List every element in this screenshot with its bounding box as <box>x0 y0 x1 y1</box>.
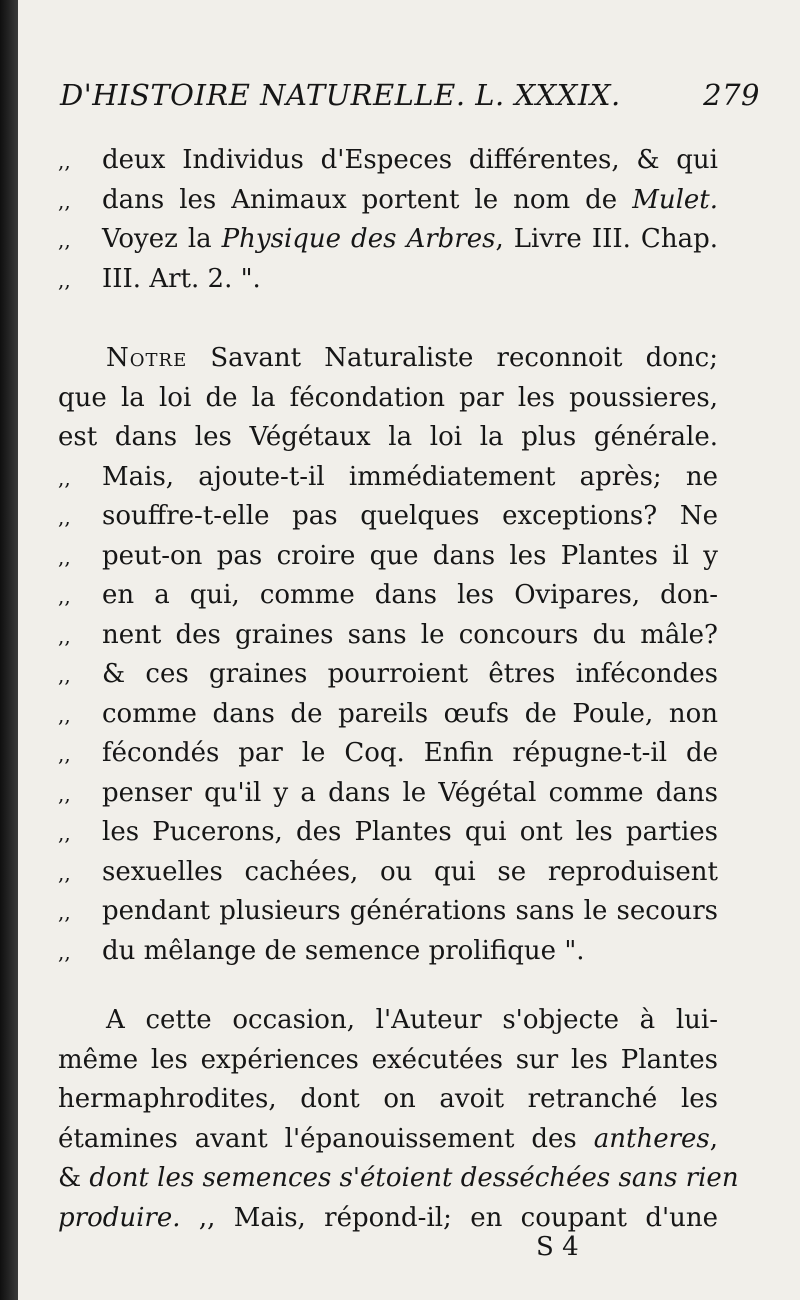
line-text: dans les Animaux portent le nom de <box>102 184 633 215</box>
line-text: peut-on pas croire que dans les Plantes il y <box>102 540 718 571</box>
quote-mark: ,, <box>58 702 71 727</box>
text-line <box>58 496 718 536</box>
line-text: sexuelles cachées, ou qui se reproduisent <box>102 856 718 887</box>
line-text: du mêlange de semence prolifique ". <box>102 935 585 966</box>
line-text: penser qu'il y a dans le Végétal comme dans <box>102 777 718 808</box>
running-header <box>60 78 760 122</box>
page-number: 279 <box>703 78 760 112</box>
italic-text: produire. <box>58 1202 181 1233</box>
quote-mark: ,, <box>58 505 71 529</box>
quote-mark: ,, <box>58 544 71 569</box>
line-text: nent des graines sans le concours du mâle? <box>102 619 718 650</box>
line-text: deux Individus d'Especes différentes, & qui <box>102 145 718 175</box>
running-title: D'HISTOIRE NATURELLE. L. XXXIX. <box>60 78 621 112</box>
italic-text: Mulet. <box>632 184 718 215</box>
line-text: Savant Naturaliste reconnoit donc; <box>187 343 718 373</box>
text-line <box>58 773 718 813</box>
text-line <box>58 536 718 576</box>
text-line <box>58 1079 718 1119</box>
signature-mark: S 4 <box>536 1232 579 1262</box>
text-line <box>58 417 718 457</box>
italic-text: antheres <box>593 1123 710 1154</box>
line-text: même les expériences exécutées sur les Plantes <box>58 1044 718 1075</box>
text-line <box>58 812 718 852</box>
text-line <box>58 931 718 971</box>
quote-mark: ,, <box>58 860 71 885</box>
line-text: les Pucerons, des Plantes qui ont les parties <box>102 817 718 847</box>
line-text: pendant plusieurs générations sans le secours <box>102 896 718 926</box>
line-text: souffre-t-elle pas quelques exceptions? Ne <box>102 501 718 531</box>
quote-mark: ,, <box>58 267 71 292</box>
text-line <box>58 338 718 378</box>
quote-mark: ,, <box>58 465 71 490</box>
line-text: comme dans de pareils œufs de Poule, non <box>102 698 718 729</box>
quote-mark: ,, <box>58 821 71 845</box>
text-line <box>58 1040 718 1080</box>
italic-text: Physique des Arbres <box>221 224 496 254</box>
quote-mark: ,, <box>58 742 71 766</box>
text-line <box>58 457 718 497</box>
text-line <box>58 1119 718 1159</box>
quote-mark: ,, <box>58 781 71 806</box>
line-text: , Livre III. Chap. <box>495 224 718 254</box>
quote-mark: ,, <box>58 939 71 964</box>
quote-mark: ,, <box>58 584 71 608</box>
text-line <box>58 1198 718 1238</box>
text-line <box>58 575 718 615</box>
line-text: Mais, ajoute-t-il immédiatement après; ne <box>102 461 718 492</box>
text-line <box>58 733 718 773</box>
text-line <box>58 852 718 892</box>
line-text: hermaphrodites, dont on avoit retranché les <box>58 1084 718 1114</box>
line-text: A cette occasion, l'Auteur s'objecte à lui- <box>106 1005 718 1035</box>
quote-mark: ,, <box>58 188 71 213</box>
quote-mark: ,, <box>58 623 71 648</box>
line-text: étamines avant l'épanouissement des <box>58 1123 594 1154</box>
quote-mark: ,, <box>58 228 71 252</box>
text-line <box>58 891 718 931</box>
line-text: & ces graines pourroient êtres infécondes <box>102 659 718 689</box>
text-line <box>58 259 718 299</box>
quote-mark: ,, <box>58 900 71 924</box>
line-text: III. Art. 2. ". <box>102 263 261 294</box>
line-text: en a qui, comme dans les Ovipares, don- <box>102 580 718 610</box>
text-line <box>58 180 718 220</box>
quote-mark: ,, <box>58 149 71 173</box>
line-text: ,, Mais, répond-il; en coupant d'une <box>180 1202 718 1233</box>
text-line <box>58 219 718 259</box>
page-gutter-shadow <box>0 0 18 1300</box>
quote-mark: ,, <box>58 663 71 687</box>
line-text: Voyez la <box>102 224 222 254</box>
text-line <box>58 1000 718 1040</box>
text-line <box>58 615 718 655</box>
text-line <box>58 654 718 694</box>
text-line <box>58 378 718 418</box>
line-text: que la loi de la fécondation par les poussieres, <box>58 382 718 413</box>
book-page <box>18 0 800 1300</box>
line-text: & <box>58 1163 90 1193</box>
line-text: fécondés par le Coq. Enfin répugne-t-il de <box>102 738 718 768</box>
line-text: , <box>709 1123 718 1154</box>
italic-text: dont les semences s'étoient desséchées sans rien <box>89 1163 739 1193</box>
small-caps-text: Notre <box>106 343 188 373</box>
line-text: est dans les Végétaux la loi la plus générale. <box>58 422 718 452</box>
text-line <box>58 694 718 734</box>
text-line <box>58 1158 739 1198</box>
text-line <box>58 140 718 180</box>
